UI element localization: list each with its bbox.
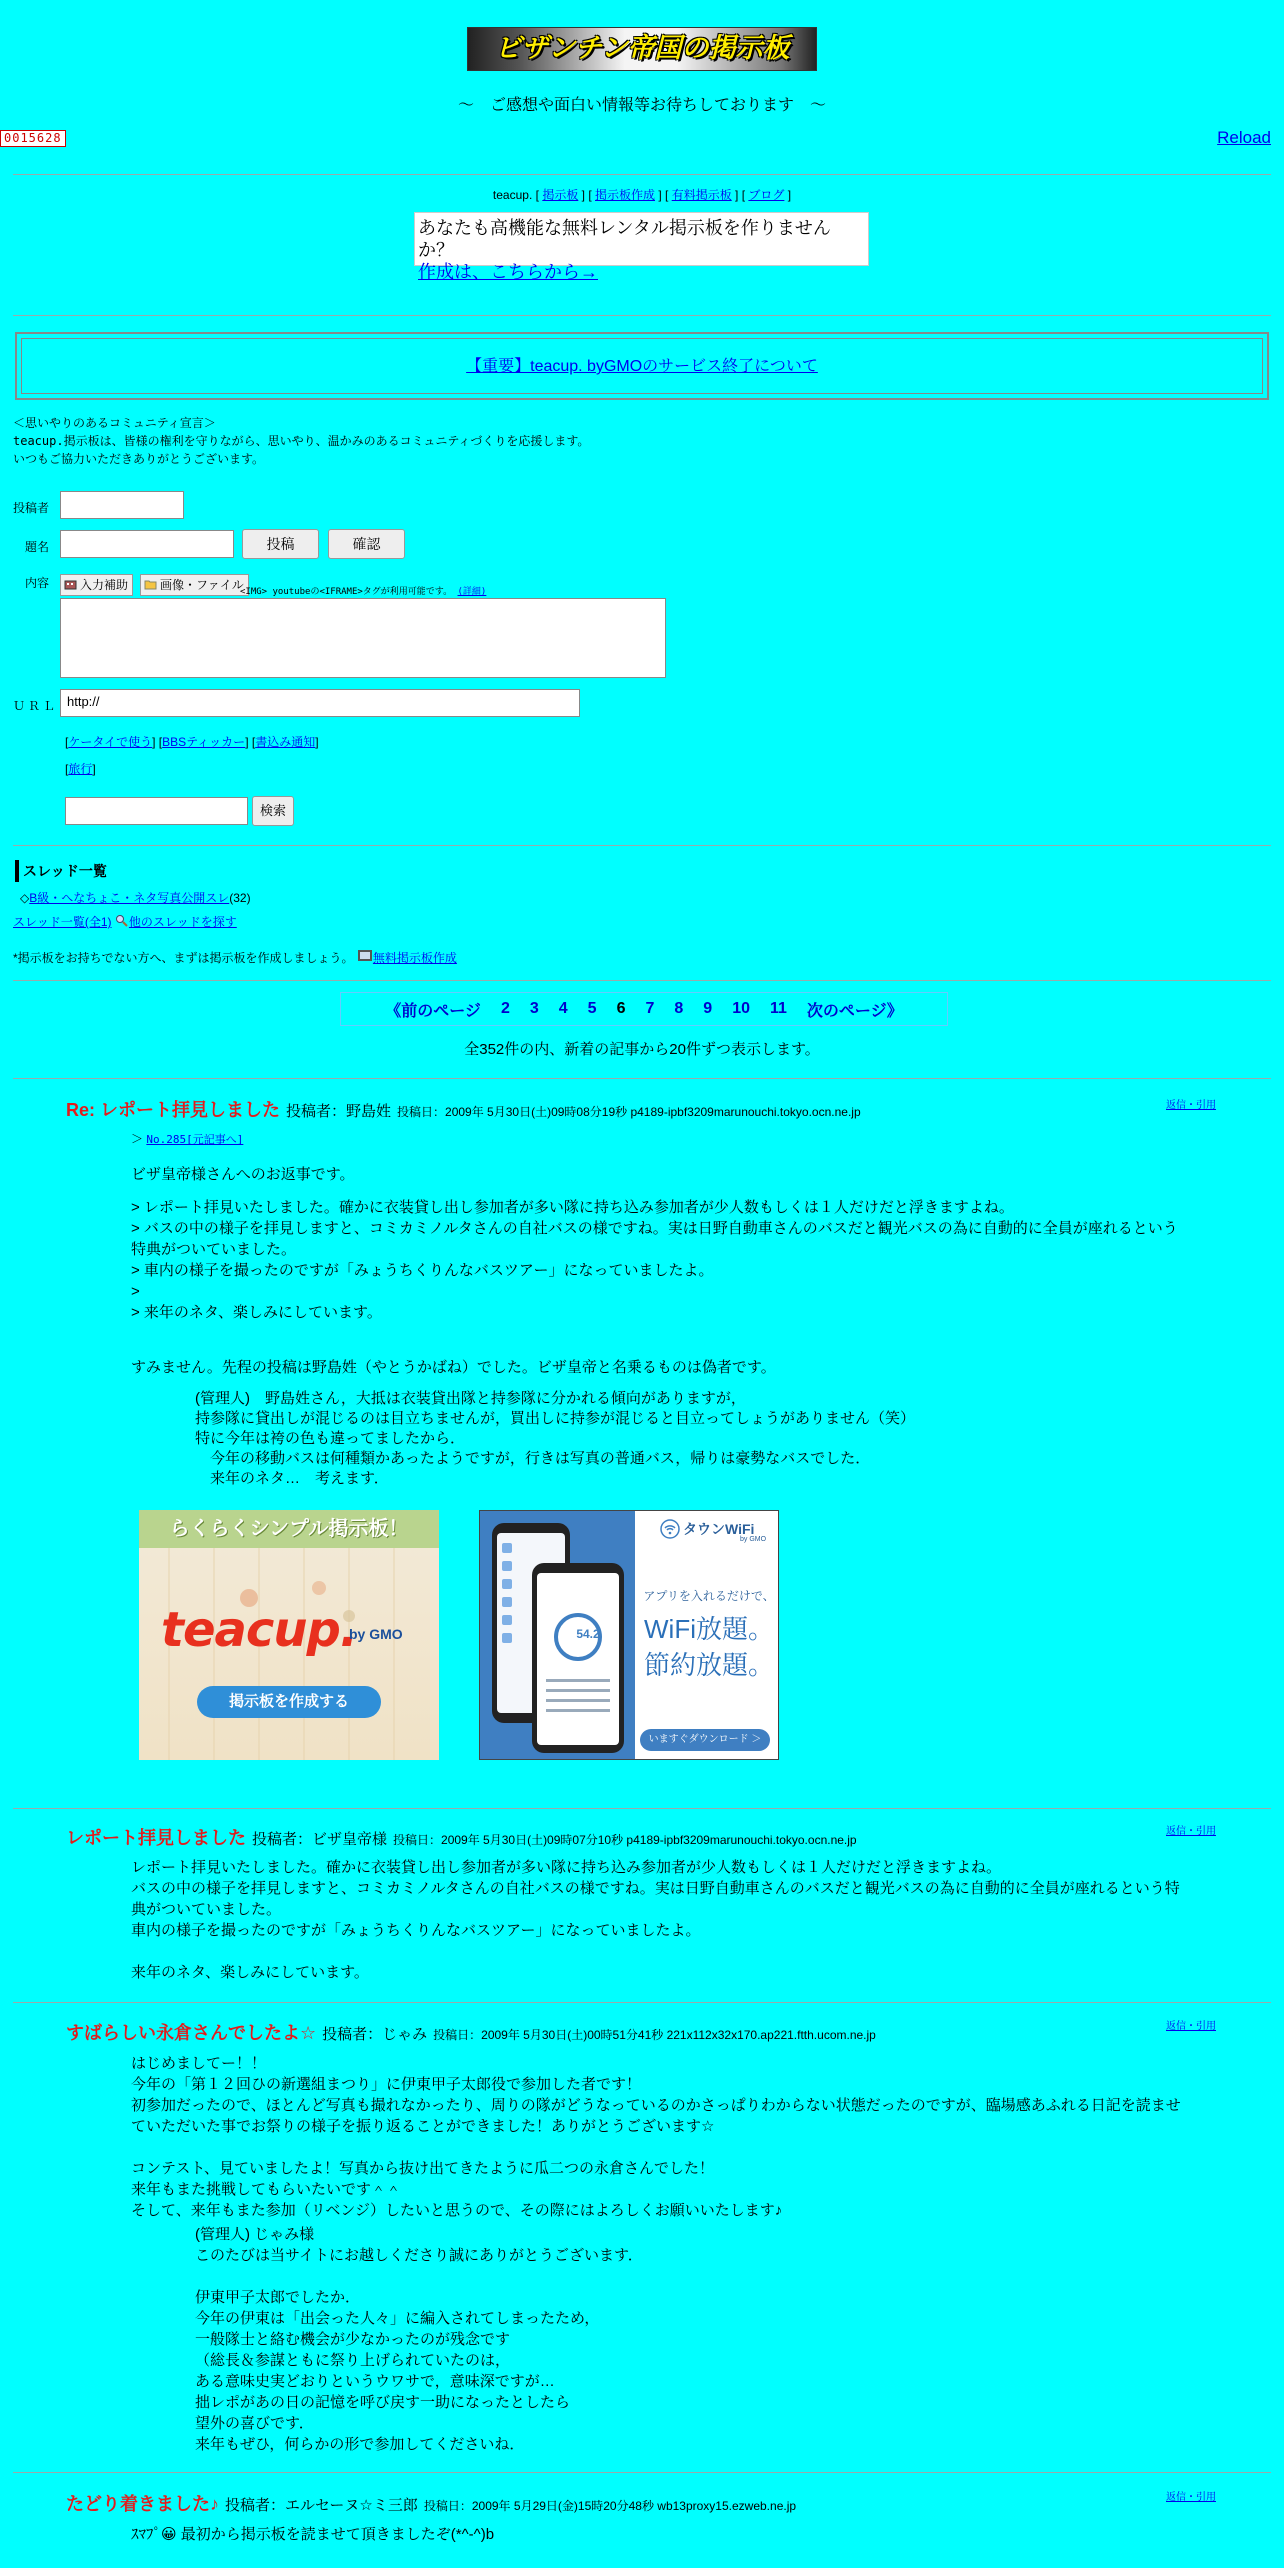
confirm-button[interactable]: 確認 — [328, 529, 405, 559]
post-body — [131, 1164, 1181, 1378]
post-line: コンテスト、見ていましたよ！写真から抜け出てきたように瓜二つの永倉さんでした！ — [131, 2160, 715, 2177]
admin-gap — [195, 2266, 1175, 2287]
nav-paid-link[interactable]: 有料掲示板 — [671, 188, 732, 202]
ref-link[interactable]: No.285[元記事へ] — [146, 1133, 244, 1146]
teacup-ad-button: 掲示板を作成する — [197, 1686, 381, 1718]
reload-link[interactable]: Reload — [1217, 128, 1271, 147]
post-gap — [131, 1323, 1181, 1357]
tag-detail-link[interactable]: (詳細) — [457, 587, 487, 597]
ad-box — [414, 212, 869, 282]
divider — [13, 174, 1271, 175]
search-input[interactable] — [65, 797, 248, 825]
post-date: 投稿日：2009年 5月30日(土)09時08分19秒 p4189-ipbf3209marunouchi.tokyo.ocn.ne.jp — [397, 1105, 861, 1119]
post-title: レポート拝見しました — [66, 1828, 246, 1848]
post-title: Re: レポート拝見しました — [66, 1100, 281, 1120]
notice-inner — [21, 338, 1263, 394]
input-help-label: 入力補助 — [80, 578, 129, 592]
post-body — [131, 2053, 1181, 2221]
phone-speed-value: 54.2 — [576, 1627, 600, 1641]
prev-page-link[interactable]: 《前のページ — [385, 1002, 481, 1020]
post-line: すみません。先程の投稿は野島姓（やとうかばね）でした。ビザ皇帝と名乗るものは偽者です。 — [131, 1359, 776, 1376]
post-gap — [131, 2137, 1181, 2158]
admin-line: 持参隊に貸出しが混じるのは目立ちませんが，買出しに持参が混じると目立ってしょうがありません（笑） — [195, 1410, 916, 1427]
post-line: 今年の「第１２回ひの新選組まつり」に伊東甲子太郎役で参加した者です！ — [131, 2076, 642, 2093]
keyboard-icon — [64, 579, 77, 590]
image-file-label: 画像・ファイル — [160, 578, 244, 592]
ad-create-link[interactable]: 作成は、こちらから→ — [418, 262, 598, 282]
post-header — [66, 1096, 861, 1122]
admin-line: 来年もぜひ，何らかの形で参加してくださいね． — [195, 2436, 525, 2453]
ad-text: あなたも高機能な無料レンタル掲示板を作りませんか？ — [418, 218, 831, 260]
pagination — [340, 992, 948, 1026]
page-9[interactable]: 9 — [703, 1000, 713, 1017]
post-line: 初参加だったので、ほとんど写真も撮れなかったり、周りの隊がどうなっているのかさっぱりわからない状態だったのですが、臨場感あふれる日記を読ませていただいた事でお祭りの様子を振り返ることができました！ありがとうございます☆ — [131, 2097, 1181, 2135]
mobile-link[interactable]: ケータイで使う — [68, 735, 153, 749]
post-body — [131, 1857, 1181, 1983]
nav-bbs-link[interactable]: 掲示板 — [542, 188, 579, 202]
teacup-ad-image[interactable] — [139, 1510, 439, 1760]
url-label: ＵＲＬ — [13, 699, 59, 713]
charter-title: ＜思いやりのあるコミュニティ宣言＞ — [13, 416, 216, 430]
notice-box — [15, 332, 1269, 400]
nav-blog-link[interactable]: ブログ — [748, 188, 785, 202]
admin-line: 伊東甲子太郎でしたか． — [195, 2289, 361, 2306]
thread-links — [13, 913, 237, 930]
content-label: 内容 — [25, 576, 50, 590]
search-button[interactable]: 検索 — [252, 796, 294, 826]
post-body — [131, 2524, 1181, 2545]
post-line: バスの中の様子を拝見しますと、コミカミノルタさんの自社バスの様ですね。実は日野自動車さんのバスだと観光バスの為に自動的に全員が座れるという特典がついていました。 — [131, 1880, 1180, 1918]
folder-icon — [144, 579, 157, 590]
divider — [13, 1078, 1271, 1079]
board-subtitle: ～ ご感想や面白い情報等お待ちしております ～ — [457, 97, 826, 114]
teacup-logo-sub: by GMO — [349, 1626, 403, 1642]
post-line: > — [131, 1283, 140, 1300]
admin-line: このたびは当サイトにお越しくださり誠にありがとうございます． — [195, 2247, 643, 2264]
board-title-banner — [467, 27, 817, 71]
input-help-button[interactable] — [60, 574, 133, 596]
travel-link[interactable]: 旅行 — [68, 762, 93, 776]
admin-line: 今年の移動バスは何種類かあったようですが，行きは写真の普通バス，帰りは豪勢なバスでした． — [195, 1450, 871, 1467]
post-gap — [131, 1185, 1181, 1197]
page-8[interactable]: 8 — [674, 1000, 684, 1017]
teacup-logo-text: teacup. — [161, 1602, 358, 1658]
utility-links: [ケータイで使う] [BBSティッカー] [書込み通知] — [65, 735, 319, 749]
admin-reply — [195, 2224, 1175, 2455]
next-page-link[interactable]: 次のページ》 — [806, 1002, 903, 1020]
access-counter: 0015628 — [0, 130, 66, 147]
post-author: 投稿者：野島姓 — [286, 1103, 392, 1120]
create-board-note — [13, 948, 457, 966]
post-author: 投稿者：ビザ皇帝様 — [252, 1831, 388, 1848]
admin-line: 特に今年は袴の色も違ってましたから． — [195, 1430, 466, 1447]
townwifi-ad-image[interactable] — [479, 1510, 779, 1760]
thread-item-count: (32) — [229, 891, 251, 905]
teacup-nav: teacup. [ 掲示板 ] [ 掲示板作成 ] [ 有料掲示板 ] [ ブログ ] — [492, 188, 792, 202]
page-5[interactable]: 5 — [587, 1000, 597, 1017]
admin-line: 今年の伊東は「出会った人々」に編入されてしまったため， — [195, 2310, 600, 2327]
post-header — [66, 2490, 796, 2516]
post-title: たどり着きました♪ — [66, 2494, 219, 2514]
ticker-link[interactable]: BBSティッカー — [162, 735, 246, 749]
admin-line: (管理人) 野島姓さん，大抵は衣装貸出隊と持参隊に分かれる傾向がありますが， — [195, 1390, 746, 1407]
board-icon — [357, 948, 373, 964]
post-line: > 車内の様子を撮ったのですが「みょうちくりんなバスツアー」になっていましたよ。 — [131, 1262, 714, 1279]
post-button[interactable]: 投稿 — [242, 529, 319, 559]
url-input[interactable]: http:// — [60, 689, 580, 717]
reply-quote-link[interactable]: 返信・引用 — [1166, 2021, 1216, 2032]
page-3[interactable]: 3 — [529, 1000, 539, 1017]
tag-links: [旅行] — [65, 762, 96, 776]
notice-link[interactable]: 【重要】teacup. byGMOのサービス終了について — [466, 358, 818, 375]
page-current: 6 — [616, 1000, 626, 1017]
admin-line: （総長＆参謀ともに祭り上げられていたのは， — [195, 2352, 511, 2369]
post-date: 投稿日：2009年 5月30日(土)00時51分41秒 221x112x32x170.ap221.ftth.ucom.ne.jp — [433, 2028, 876, 2042]
divider — [13, 2002, 1271, 2003]
post-line: はじめましてー！！ — [131, 2055, 267, 2072]
subject-input[interactable] — [60, 530, 234, 558]
post-author: 投稿者：じゃみ — [322, 2026, 428, 2043]
admin-line: ある意味史実どおりというウワサで，意味深ですが… — [195, 2373, 555, 2390]
author-label: 投稿者 — [13, 501, 50, 515]
page-11[interactable]: 11 — [769, 1000, 787, 1017]
post-line: > バスの中の様子を拝見しますと、コミカミノルタさんの自社バスの様ですね。実は日野自動車さんのバスだと観光バスの為に自動的に全員が座れるという特典がついていました。 — [131, 1220, 1178, 1258]
page-4[interactable]: 4 — [558, 1000, 568, 1017]
author-input[interactable] — [60, 491, 184, 519]
wifi-download-button: いますぐダウンロード ＞ — [640, 1729, 770, 1751]
notify-link[interactable]: 書込み通知 — [255, 735, 316, 749]
reply-quote-link[interactable]: 返信・引用 — [1166, 1100, 1216, 1111]
charter-text: teacup.掲示板は、皆様の権利を守りながら、思いやり、温かみのあるコミュニティづくりを応援します。 — [13, 434, 590, 448]
wifi-headline-1: WiFi放題。 — [644, 1614, 774, 1644]
post-line: > レポート拝見いたしました。確かに衣装貸し出し参加者が多い隊に持ち込み参加者が少人数もしくは１人だけだと浮きますよね。 — [131, 1199, 1014, 1216]
thread-item-link[interactable]: B級・へなちょこ・ネタ写真公開スレ — [29, 891, 230, 905]
community-charter — [13, 414, 589, 468]
wifi-icon — [660, 1519, 680, 1539]
post-title: すばらしい永倉さんでしたよ☆ — [66, 2023, 317, 2043]
admin-line: (管理人) じゃみ様 — [195, 2226, 315, 2243]
divider — [13, 1808, 1271, 1809]
post-author: 投稿者：エルセーヌ☆ミ三郎 — [225, 2497, 418, 2514]
post-header — [66, 1824, 857, 1850]
divider — [13, 2472, 1271, 2473]
thread-item: ◇B級・へなちょこ・ネタ写真公開スレ(32) — [20, 891, 251, 905]
post-date: 投稿日：2009年 5月29日(金)15時20分48秒 wb13proxy15.ezweb.ne.jp — [423, 2499, 797, 2513]
admin-line: 一般隊士と絡む機会が少なかったのが残念です — [195, 2331, 511, 2348]
post-line: 車内の様子を撮ったのですが「みょうちくりんなバスツアー」になっていましたよ。 — [131, 1922, 701, 1939]
admin-line: 来年のネタ… 考えます． — [195, 1470, 389, 1487]
tag-note — [240, 584, 486, 597]
post-date: 投稿日：2009年 5月30日(土)09時07分10秒 p4189-ipbf3209marunouchi.tokyo.ocn.ne.jp — [393, 1833, 857, 1847]
subject-label: 題名 — [25, 540, 50, 554]
create-note-text: *掲示板をお持ちでない方へ、まずは掲示板を作成しましょう。 — [13, 951, 354, 965]
content-textarea[interactable] — [60, 598, 666, 678]
post-line: 来年のネタ、楽しみにしています。 — [131, 1964, 369, 1981]
divider — [13, 980, 1271, 981]
all-threads-link[interactable]: スレッド一覧(全1) — [13, 915, 112, 929]
post-header — [66, 2019, 876, 2045]
admin-reply — [195, 1389, 1175, 1489]
charter-thanks: いつもご協力いただきありがとうございます。 — [13, 452, 265, 466]
wifi-brand: タウンWiFi — [683, 1521, 755, 1537]
post-count-summary: 全352件の内、新着の記事から20件ずつ表示します。 — [464, 1041, 820, 1058]
teacup-ad-headline: らくらくシンプル掲示板！ — [139, 1510, 439, 1548]
post-gap — [131, 1941, 1181, 1962]
magnifier-icon — [115, 914, 129, 928]
reply-quote-link[interactable]: 返信・引用 — [1166, 1826, 1216, 1837]
page-10[interactable]: 10 — [732, 1000, 750, 1017]
nav-create-link[interactable]: 掲示板作成 — [595, 188, 656, 202]
page-7[interactable]: 7 — [645, 1000, 655, 1017]
page-2[interactable]: 2 — [500, 1000, 510, 1017]
wifi-tagline: アプリを入れるだけで、 — [643, 1589, 775, 1603]
board-title: ビザンチン帝国の掲示板 — [494, 33, 790, 64]
teacup-prefix: teacup. — [492, 188, 533, 202]
create-board-link[interactable]: 無料掲示板作成 — [372, 951, 457, 965]
post-line: 来年もまた挑戦してもらいたいです＾＾ — [131, 2181, 402, 2198]
image-file-button[interactable] — [140, 574, 249, 596]
ref-line — [131, 1130, 243, 1147]
wifi-brand-sub: by GMO — [740, 1536, 767, 1543]
wifi-headline-2: 節約放題。 — [643, 1650, 774, 1680]
post-line: > 来年のネタ、楽しみにしています。 — [131, 1304, 382, 1321]
post-line: ビザ皇帝様さんへのお返事です。 — [131, 1166, 355, 1183]
post-line: ｽﾏﾌﾟ😀 最初から掲示板を読ませて頂きましたぞ(*^-^)b — [131, 2526, 495, 2543]
post-line: そして、来年もまた参加（リベンジ）したいと思うので、その際にはよろしくお願いいたします♪ — [131, 2202, 783, 2219]
divider — [13, 315, 1271, 316]
tag-note-text: <IMG> youtubeの<IFRAME>タグが利用可能です。 — [240, 587, 453, 597]
post-line: レポート拝見いたしました。確かに衣装貸し出し参加者が多い隊に持ち込み参加者が少人数もしくは１人だけだと浮きますよね。 — [131, 1859, 1002, 1876]
reply-quote-link[interactable]: 返信・引用 — [1166, 2492, 1216, 2503]
admin-line: 望外の喜びです． — [195, 2415, 314, 2432]
ref-prefix: ＞ — [131, 1132, 144, 1146]
admin-line: 拙レポがあの日の記憶を呼び戻す一助になったとしたら — [195, 2394, 571, 2411]
divider — [13, 845, 1271, 846]
thread-list-heading: スレッド一覧 — [15, 860, 107, 882]
other-threads-link[interactable]: 他のスレッドを探す — [128, 915, 237, 929]
